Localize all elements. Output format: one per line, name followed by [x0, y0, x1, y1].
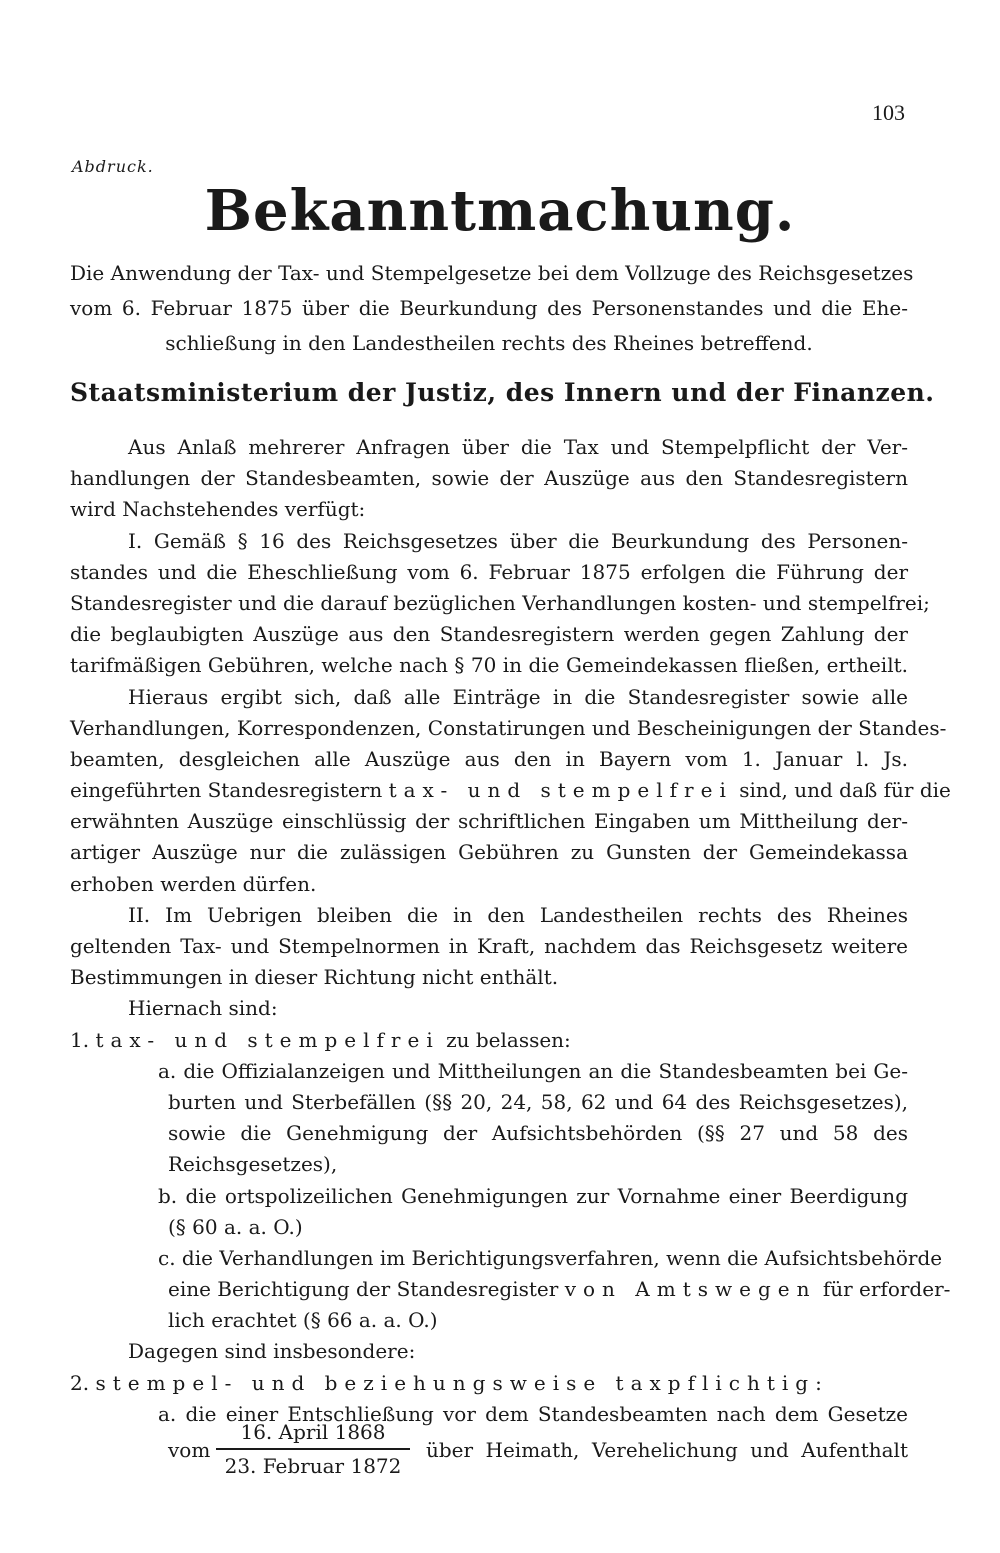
- subject-line: schließung in den Landestheilen rechts des Rheines betreffend.: [165, 331, 813, 355]
- text-line: [70, 1368, 908, 1399]
- text-line: handlungen der Standesbeamten, sowie der Auszüge aus den Standesregistern: [70, 466, 908, 491]
- spaced-emphasis: von Amtswegen: [564, 1277, 817, 1302]
- formula-rest: über Heimath, Verehelichung und Aufenthalt: [426, 1438, 908, 1462]
- spaced-emphasis: stempel- und beziehungsweise taxpflichtig:: [95, 1370, 829, 1395]
- page-title: Bekanntmachung.: [204, 178, 796, 244]
- text-line: geltenden Tax- und Stempelnormen in Kraft, nachdem das Reichsgesetz weitere: [70, 934, 908, 958]
- text-line: Reichsgesetzes),: [168, 1152, 338, 1177]
- text-line: Standesregister und die darauf bezüglichen Verhandlungen kosten- und stempelfrei;: [70, 590, 930, 615]
- text-line: burten und Sterbefällen (§§ 20, 24, 58, 62 und 64 des Reichsgesetzes),: [168, 1089, 908, 1114]
- text-line: sowie die Genehmigung der Aufsichtsbehörden (§§ 27 und 58 des: [168, 1121, 908, 1146]
- list-number: 1.: [70, 1027, 90, 1052]
- text-segment: eine Berichtigung der Standesregister: [168, 1277, 559, 1302]
- subject-block: [70, 256, 914, 361]
- list-number: 2.: [70, 1370, 90, 1395]
- text-line: Dagegen sind insbesondere:: [128, 1339, 416, 1364]
- text-line: a. die einer Entschließung vor dem Standesbeamten nach dem Gesetze: [158, 1401, 908, 1426]
- text-line: II. Im Uebrigen bleiben die in den Landestheilen rechts des Rheines: [128, 902, 908, 927]
- fraction-numerator: 16. April 1868: [216, 1418, 410, 1450]
- text-line: wird Nachstehendes verfügt:: [70, 497, 366, 522]
- subject-line: Die Anwendung der Tax- und Stempelgesetze bei dem Vollzuge des Reichsgesetzes: [70, 261, 914, 285]
- text-line: erwähnten Auszüge einschlüssig der schriftlichen Eingaben um Mittheilung der-: [70, 809, 908, 834]
- text-line: standes und die Eheschließung vom 6. Februar 1875 erfolgen die Führung der: [70, 559, 908, 584]
- date-fraction: [216, 1418, 410, 1480]
- subject-line: vom 6. Februar 1875 über die Beurkundung des Personenstandes und die Ehe-: [70, 296, 908, 320]
- text-line: tarifmäßigen Gebühren, welche nach § 70 in die Gemeindekassen fließen, ertheilt.: [70, 653, 908, 678]
- formula-prefix: vom: [168, 1438, 211, 1462]
- text-line: beamten, desgleichen alle Auszüge aus den in Bayern vom 1. Januar l. Js.: [70, 746, 908, 771]
- text-line: Hieraus ergibt sich, daß alle Einträge in die Standesregister sowie alle: [128, 684, 908, 709]
- document-body: [70, 432, 951, 1430]
- text-segment: für erforder-: [822, 1277, 951, 1302]
- text-segment: zu belassen:: [446, 1027, 571, 1052]
- text-line: [70, 775, 951, 806]
- text-line: a. die Offizialanzeigen und Mittheilungen an die Standesbeamten bei Ge-: [158, 1058, 908, 1083]
- text-segment: eingeführten Standesregistern: [70, 778, 383, 803]
- fraction-denominator: 23. Februar 1872: [224, 1454, 402, 1478]
- text-line: Aus Anlaß mehrerer Anfragen über die Tax und Stempelpflicht der Ver-: [128, 435, 908, 459]
- text-line: b. die ortspolizeilichen Genehmigungen zur Vornahme einer Beerdigung: [158, 1183, 908, 1208]
- text-line: Hiernach sind:: [128, 996, 278, 1021]
- text-line: die beglaubigten Auszüge aus den Standesregistern werden gegen Zahlung der: [70, 622, 908, 647]
- text-line: artiger Auszüge nur die zulässigen Gebühren zu Gunsten der Gemeindekassa: [70, 840, 908, 865]
- text-line: [70, 1274, 951, 1305]
- text-line: lich erachtet (§ 66 a. a. O.): [168, 1308, 438, 1333]
- ministry-heading: Staatsministerium der Justiz, des Innern und der Finanzen.: [70, 378, 935, 407]
- text-line: erhoben werden dürfen.: [70, 871, 317, 896]
- text-line: c. die Verhandlungen im Berichtigungsverfahren, wenn die Aufsichtsbehörde: [158, 1245, 943, 1270]
- abdruck-label: Abdruck.: [72, 157, 154, 176]
- text-segment: sind, und daß für die: [739, 778, 951, 803]
- spaced-emphasis: tax- und stempelfrei: [388, 778, 733, 803]
- page-number: 103: [872, 100, 905, 125]
- text-line: I. Gemäß § 16 des Reichsgesetzes über die Beurkundung des Personen-: [128, 528, 908, 553]
- text-line: Bestimmungen in dieser Richtung nicht enthält.: [70, 965, 559, 990]
- text-line: [70, 1025, 908, 1056]
- text-line: (§ 60 a. a. O.): [168, 1214, 303, 1239]
- date-fraction-line: [168, 1418, 908, 1488]
- spaced-emphasis: tax- und stempelfrei: [95, 1027, 440, 1052]
- text-line: Verhandlungen, Korrespondenzen, Constatirungen und Bescheinigungen der Standes-: [70, 715, 947, 740]
